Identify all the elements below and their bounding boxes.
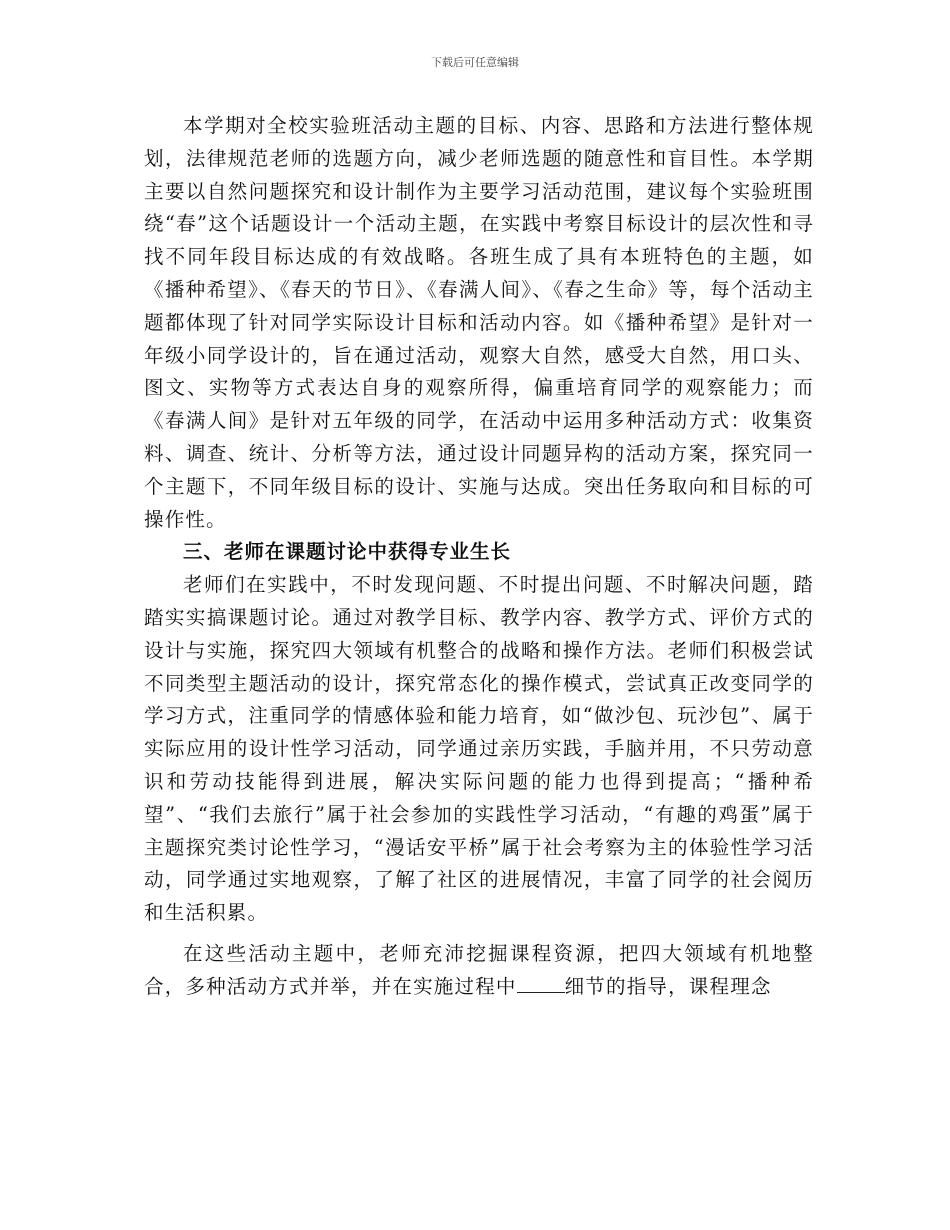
fill-in-blank: [517, 972, 565, 993]
section-heading: 三、老师在课题讨论中获得专业生长: [183, 540, 512, 564]
paragraph-text-after-blank: 细节的指导，课程理念: [564, 974, 772, 998]
document-body: [144, 110, 814, 1004]
paragraph-teacher-practice: 老师们在实践中，不时发现问题、不时提出问题、不时解决问题，踏踏实实搞课题讨论。通过对教学目标、教学内容、教学方式、评价方式的设计与实施，探究四大领域有机整合的战略和操作方法。老师们积极尝试不同类型主题活动的设计，探究常态化的操作模式，尝试真正改变同学的学习方式，注重同学的情感体验和能力培育，如“做沙包、玩沙包”、属于实际应用的设计性学习活动，同学通过亲历实践，手脑并用，不只劳动意识和劳动技能得到进展，解决实际问题的能力也得到提高；“播种希望”、“我们去旅行”属于社会参加的实践性学习活动，“有趣的鸡蛋”属于主题探究类讨论性学习，“漫话安平桥”属于社会考察为主的体验性学习活动，同学通过实地观察，了解了社区的进展情况，丰富了同学的社会阅历和生活积累。: [144, 573, 814, 925]
page-header: 下载后可任意编辑: [431, 56, 519, 69]
paragraph-activity-planning: 本学期对全校实验班活动主题的目标、内容、思路和方法进行整体规划，法律规范老师的选题方向，减少老师选题的随意性和盲目性。本学期主要以自然问题探究和设计制作为主要学习活动范围，建议每个实验班围绕“春”这个话题设计一个活动主题，在实践中考察目标设计的层次性和寻找不同年段目标达成的有效战略。各班生成了具有本班特色的主题，如《播种希望》、《春天的节日》、《春满人间》、《春之生命》等，每个活动主题都体现了针对同学实际设计目标和活动内容。如《播种希望》是针对一年级小同学设计的，旨在通过活动，观察大自然，感受大自然，用口头、图文、实物等方式表达自身的观察所得，偏重培育同学的观察能力；而《春满人间》是针对五年级的同学，在活动中运用多种活动方式：收集资料、调查、统计、分析等方法，通过设计同题异构的活动方案，探究同一个主题下，不同年级目标的设计、实施与达成。突出任务取向和目标的可操作性。: [144, 114, 814, 531]
paragraph-text-before-blank: 在这些活动主题中，老师充沛挖掘课程资源，把四大领域有机地整合，多种活动方式并举，并在实施过程中: [144, 941, 814, 998]
paragraph-activity-themes: [144, 938, 814, 1004]
